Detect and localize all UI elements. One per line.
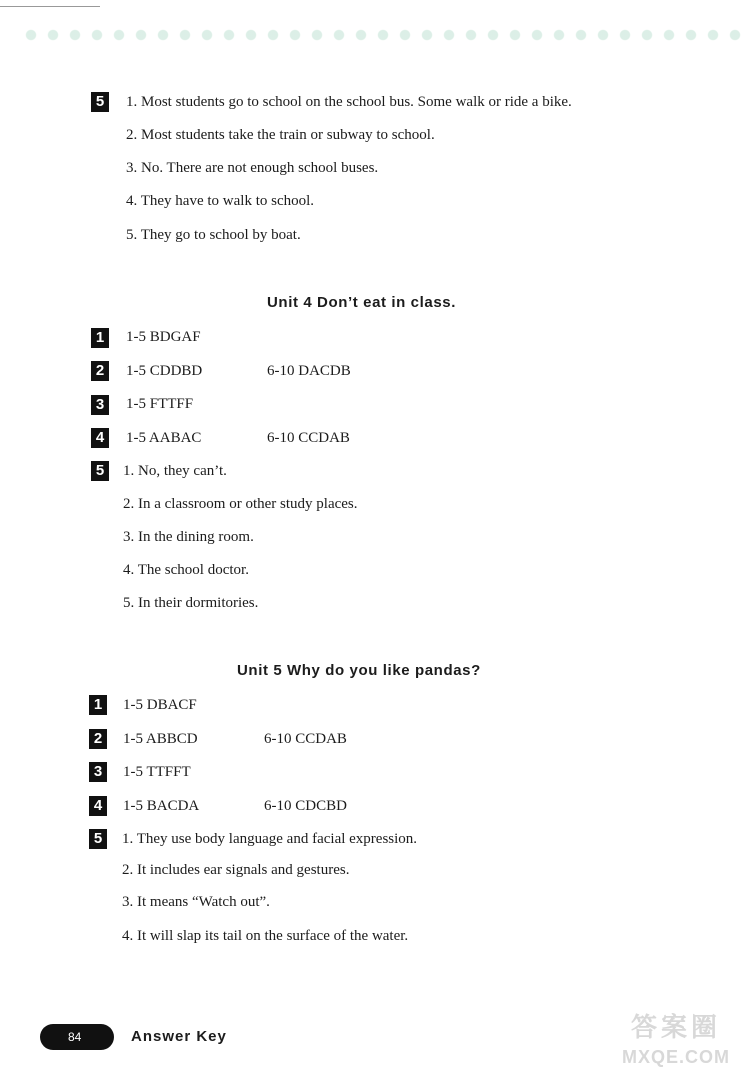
answer-line: 5. In their dormitories.	[123, 595, 259, 611]
answer-line: 4. The school doctor.	[123, 562, 249, 578]
answer-range-6-10: 6-10 CCDAB	[264, 731, 347, 747]
unit-4-heading: Unit 4 Don’t eat in class.	[267, 294, 456, 311]
watermark	[610, 1010, 742, 1076]
answer-range-6-10: 6-10 DACDB	[267, 363, 351, 379]
section-badge-5: 5	[91, 92, 109, 112]
answer-line: 1. No, they can’t.	[123, 463, 227, 479]
watermark-url: MXQE.COM	[621, 1047, 730, 1067]
section-badge-1: 1	[89, 695, 107, 715]
answer-range-1-5: 1-5 CDDBD	[126, 363, 203, 379]
section-badge-1: 1	[91, 328, 109, 348]
answer-line: 3. In the dining room.	[123, 529, 254, 545]
answer-range-1-5: 1-5 DBACF	[123, 697, 197, 713]
answer-line: 1. Most students go to school on the school bus. Some walk or ride a bike.	[126, 94, 572, 110]
section-badge-2: 2	[91, 361, 109, 381]
answer-range-6-10: 6-10 CDCBD	[264, 798, 347, 814]
answer-line: 2. In a classroom or other study places.	[123, 496, 358, 512]
answer-line: 2. It includes ear signals and gestures.	[122, 862, 350, 878]
answer-line: 3. No. There are not enough school buses.	[126, 160, 379, 176]
answer-line: 4. It will slap its tail on the surface of the water.	[122, 928, 409, 944]
answer-line: 4. They have to walk to school.	[126, 193, 315, 209]
answer-range-1-5: 1-5 BDGAF	[126, 329, 201, 345]
section-badge-2: 2	[89, 729, 107, 749]
answer-range-1-5: 1-5 AABAC	[126, 430, 202, 446]
answer-line: 3. It means “Watch out”.	[122, 894, 270, 910]
watermark-logo-text: 答案圈	[630, 1012, 721, 1042]
top-rule	[0, 6, 100, 7]
answer-range-1-5: 1-5 TTFFT	[123, 764, 191, 780]
page-number: 84	[40, 1024, 114, 1050]
answer-range-1-5: 1-5 ABBCD	[123, 731, 198, 747]
footer-title: Answer Key	[131, 1028, 227, 1045]
section-badge-4: 4	[91, 428, 109, 448]
answer-range-1-5: 1-5 FTTFF	[126, 396, 194, 412]
section-badge-3: 3	[89, 762, 107, 782]
decorative-header-band	[20, 18, 750, 52]
answer-line: 5. They go to school by boat.	[126, 227, 301, 243]
section-badge-5: 5	[89, 829, 107, 849]
unit-5-heading: Unit 5 Why do you like pandas?	[237, 662, 481, 679]
answer-line: 2. Most students take the train or subway to school.	[126, 127, 435, 143]
section-badge-4: 4	[89, 796, 107, 816]
answer-range-1-5: 1-5 BACDA	[123, 798, 200, 814]
section-badge-3: 3	[91, 395, 109, 415]
answer-range-6-10: 6-10 CCDAB	[267, 430, 350, 446]
section-badge-5: 5	[91, 461, 109, 481]
answer-line: 1. They use body language and facial expression.	[122, 831, 418, 847]
